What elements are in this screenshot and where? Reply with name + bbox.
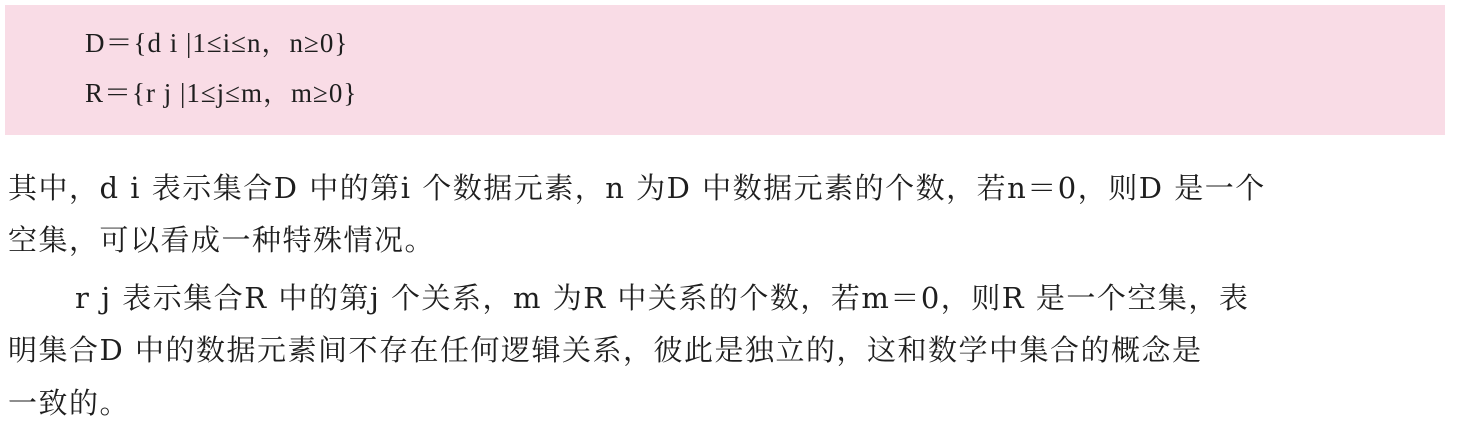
paragraph-line-2: 空集，可以看成一种特殊情况。 xyxy=(8,223,436,257)
paragraph-line-1: 其中，d i 表示集合D 中的第i 个数据元素，n 为D 中数据元素的个数，若n＝0，则D 是一个 xyxy=(8,171,1266,205)
formula-set-r: R＝{r j |1≤j≤m，m≥0} xyxy=(85,78,358,108)
paragraph-line-4: 明集合D 中的数据元素间不存在任何逻辑关系，彼此是独立的，这和数学中集合的概念是 xyxy=(8,333,1203,367)
paragraph-line-5: 一致的。 xyxy=(8,386,131,420)
formula-set-d: D＝{d i |1≤i≤n，n≥0} xyxy=(85,28,349,58)
paragraph-line-3: r j 表示集合R 中的第j 个关系，m 为R 中关系的个数，若m＝0，则R 是一个空集，表 xyxy=(75,281,1250,315)
formula-box xyxy=(5,5,1445,135)
